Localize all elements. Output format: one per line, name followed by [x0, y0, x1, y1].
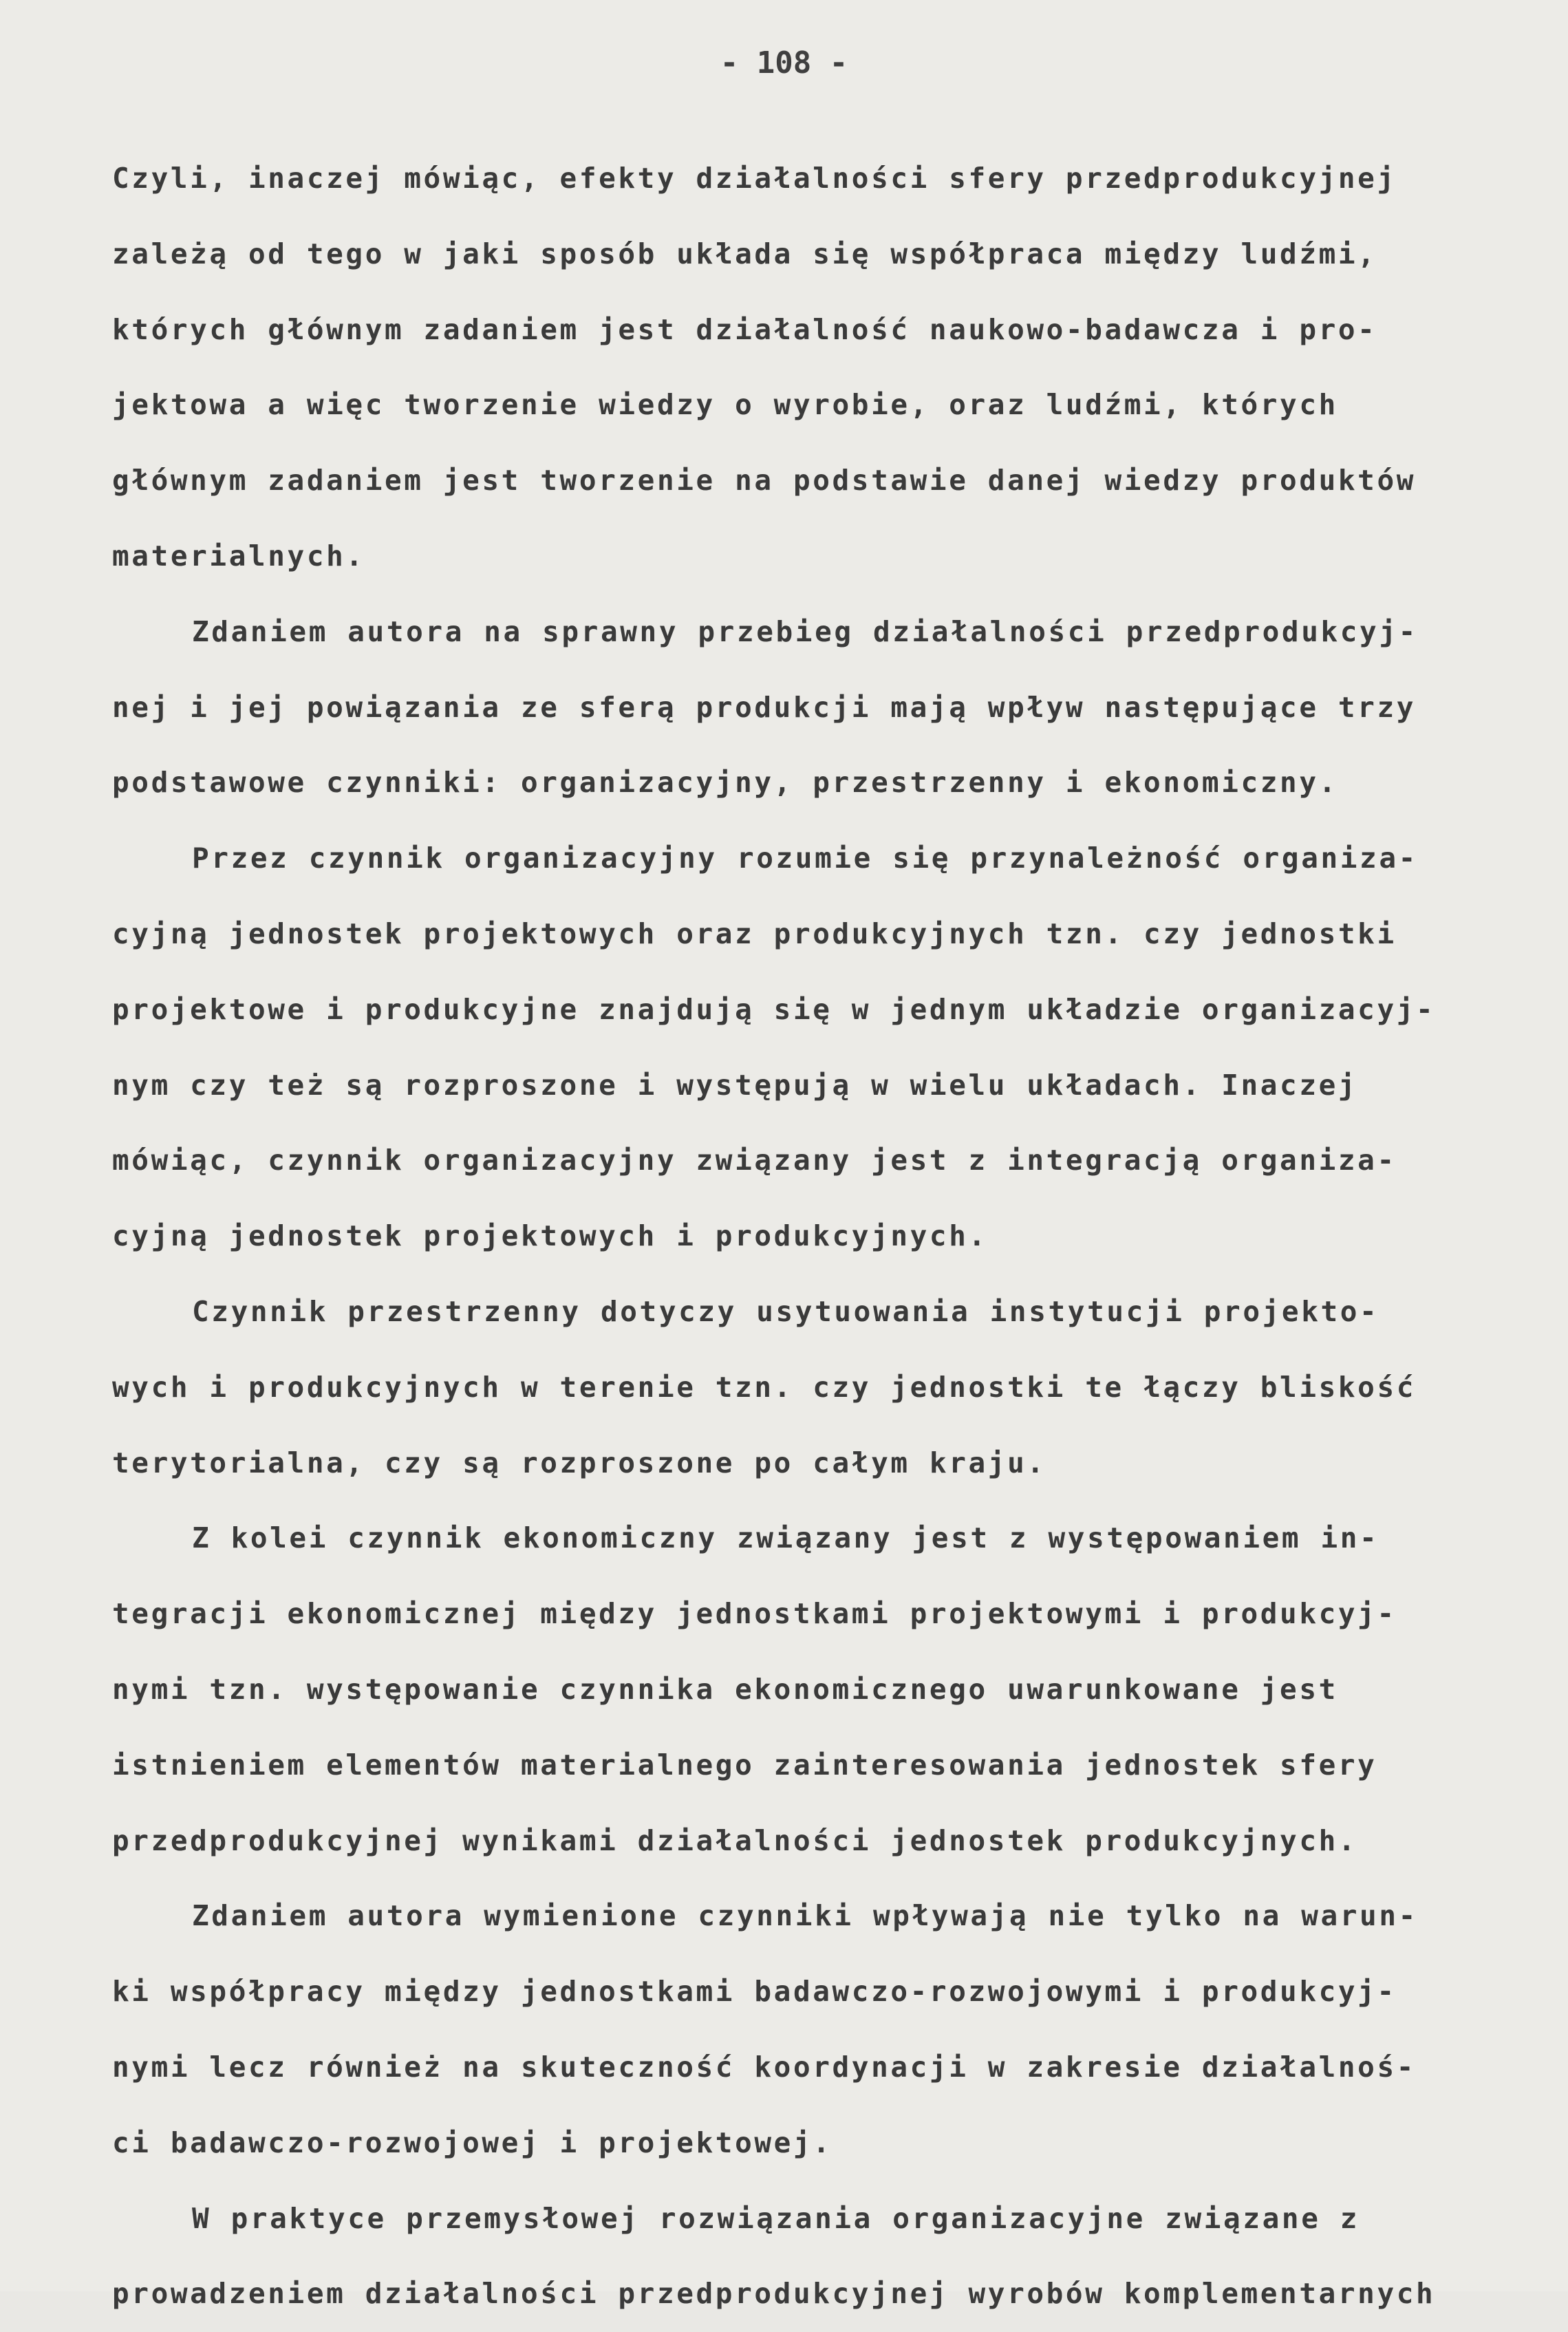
paragraph-2 — [112, 595, 1543, 821]
text-line: nymi lecz również na skuteczność koordynacji w zakresie działalnoś- — [112, 2050, 1417, 2084]
text-line: zależą od tego w jaki sposób układa się współpraca między ludźmi, — [112, 237, 1377, 270]
paragraph-5 — [112, 1501, 1543, 1879]
text-line: wych i produkcyjnych w terenie tzn. czy jednostki te łączy bliskość — [112, 1370, 1417, 1404]
text-line: terytorialna, czy są rozproszone po całym kraju. — [112, 1446, 1046, 1479]
text-line: przedprodukcyjnej wynikami działalności jednostek produkcyjnych. — [112, 1823, 1358, 1857]
text-line: W praktyce przemysłowej rozwiązania organizacyjne związane z — [192, 2201, 1360, 2235]
text-line: Zdaniem autora na sprawny przebieg działalności przedprodukcyj- — [192, 614, 1418, 648]
text-line: tegracji ekonomicznej między jednostkami projektowymi i produkcyj- — [112, 1597, 1397, 1631]
paragraph-1 — [112, 141, 1543, 595]
text-line: ki współpracy między jednostkami badawczo-rozwojowymi i produkcyj- — [112, 1975, 1397, 2009]
text-line: nej i jej powiązania ze sferą produkcji mają wpływ następujące trzy — [112, 690, 1417, 724]
paragraph-6 — [112, 1879, 1543, 2181]
text-line: podstawowe czynniki: organizacyjny, przestrzenny i ekonomiczny. — [112, 766, 1338, 800]
paragraph-7 — [112, 2181, 1543, 2332]
text-line: mówiąc, czynnik organizacyjny związany jest z integracją organiza- — [112, 1144, 1397, 1177]
body-text — [112, 141, 1543, 2332]
paragraph-3 — [112, 821, 1543, 1274]
text-line: głównym zadaniem jest tworzenie na podstawie danej wiedzy produktów — [112, 464, 1417, 498]
text-line: ci badawczo-rozwojowej i projektowej. — [112, 2126, 833, 2159]
text-line: nym czy też są rozproszone i występują w wielu układach. Inaczej — [112, 1068, 1358, 1102]
text-line: nymi tzn. występowanie czynnika ekonomicznego uwarunkowane jest — [112, 1672, 1338, 1706]
text-line: Zdaniem autora wymienione czynniki wpływają nie tylko na warun- — [192, 1899, 1418, 1933]
text-line: Czynnik przestrzenny dotyczy usytuowania instytucji projekto- — [192, 1294, 1379, 1328]
text-line: istnieniem elementów materialnego zainteresowania jednostek sfery — [112, 1748, 1377, 1782]
text-line: Przez czynnik organizacyjny rozumie się przynależność organiza- — [192, 842, 1418, 875]
text-line: których głównym zadaniem jest działalność naukowo-badawcza i pro- — [112, 312, 1377, 346]
page-number: - 108 - — [720, 45, 848, 81]
text-line: materialnych. — [112, 539, 365, 573]
text-line: prowadzeniem działalności przedprodukcyjnej wyrobów komplementarnych — [112, 2277, 1436, 2311]
text-line: jektowa a więc tworzenie wiedzy o wyrobie, oraz ludźmi, których — [112, 388, 1338, 422]
text-line: cyjną jednostek projektowych i produkcyjnych. — [112, 1219, 988, 1253]
paragraph-4 — [112, 1274, 1543, 1501]
text-line: cyjną jednostek projektowych oraz produkcyjnych tzn. czy jednostki — [112, 917, 1397, 950]
text-line: Z kolei czynnik ekonomiczny związany jest z występowaniem in- — [192, 1521, 1379, 1555]
text-line: Czyli, inaczej mówiąc, efekty działalności sfery przedprodukcyjnej — [112, 162, 1397, 195]
text-line: projektowe i produkcyjne znajdują się w jednym układzie organizacyj- — [112, 992, 1436, 1026]
